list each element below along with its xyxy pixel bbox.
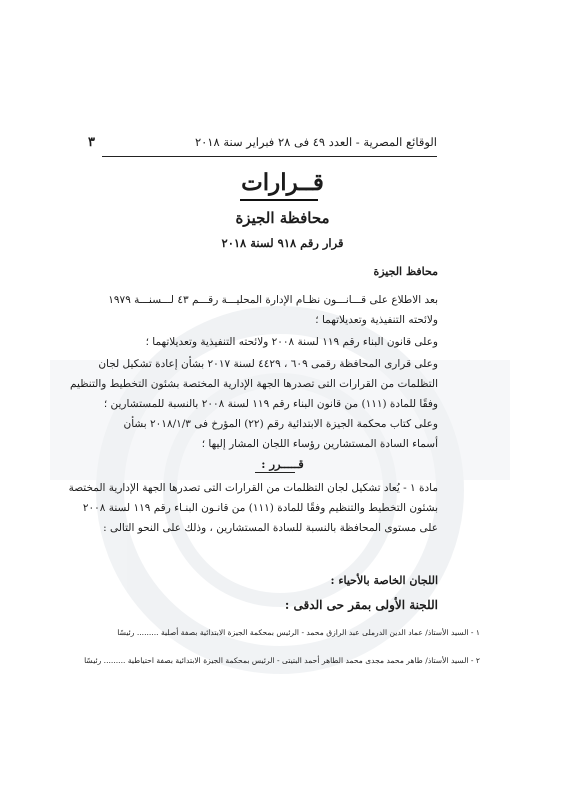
section-title: اللجان الخاصة بالأحياء : [330,574,438,587]
paragraph-line: بعد الاطلاع على قـــانـــون نظـام الإدارة المحليـــة رقـــم ٤٣ لـــسنـــة ١٩٧٩ [108,294,438,306]
resolved-underline [255,472,295,473]
article-1 [68,478,438,538]
paragraph-local-admin-law [106,290,438,330]
page-header [88,135,437,153]
title-underline [240,199,318,201]
paragraph-line: وفقًا للمادة (١١١) من قانون البناء رقم ١١٩ لسنة ٢٠٠٨ بالنسبة للمستشارين ؛ [103,398,438,410]
resolved-heading: قـــــرر : [261,457,304,471]
header-text: الوقائع المصرية - العدد ٤٩ فى ٢٨ فبراير سنة ٢٠١٨ [194,135,437,149]
page-number: ٣ [88,135,95,150]
decision-number: قرار رقم ٩١٨ لسنة ٢٠١٨ [221,236,344,250]
paragraph-counselors-names [106,434,438,454]
paragraph-governorate-decisions [70,354,438,434]
paragraph-line: وعلى كتاب محكمة الجيزة الابتدائية رقم (٢٢) المؤرخ فى ٢٠١٨/١/٣ بشأن [123,418,438,430]
committee-member: ٢ - السيد الأستاذ/ طاهر محمد مجدى محمد الطاهر أحمد البتيتى - الرئيس بمحكمة الجيزة الابتدائية بصفة احتياطية ......... رئيسًا [84,656,480,665]
committee-member: ١ - السيد الأستاذ/ عماد الدين الدرملى عبد الرازق محمد - الرئيس بمحكمة الجيزة الابتدائية بصفة أصلية ......... رئيسًا [117,628,480,637]
paragraph-line: وعلى قرارى المحافظة رقمى ٦٠٩ ، ٤٤٢٩ لسنة ٢٠١٧ بشأن إعادة تشكيل لجان [98,358,438,370]
article-line: مادة ١ - يُعاد تشكيل لجان التظلمات من القرارات التى تصدرها الجهة الإدارية المختصة [68,482,438,494]
governor-label: محافظ الجيزة [373,265,438,278]
paragraph-line: وعلى قانون البناء رقم ١١٩ لسنة ٢٠٠٨ ولائحته التنفيذية وتعديلاتهما ؛ [145,336,438,348]
article-line: على مستوى المحافظة بالنسبة للسادة المستشارين ، وذلك على النحو التالى : [103,522,438,534]
issuer-title: محافظة الجيزة [235,209,330,227]
page-title: قــرارات [241,169,324,196]
paragraph-line: التظلمات من القرارات التى تصدرها الجهة الإدارية المختصة بشئون التخطيط والتنظيم [70,378,438,390]
paragraph-building-law [106,332,438,352]
header-divider [102,156,437,157]
paragraph-line: أسماء السادة المستشارين رؤساء اللجان المشار إليها ؛ [201,438,438,450]
paragraph-line: ولائحته التنفيذية وتعديلاتهما ؛ [315,314,438,326]
article-line: بشئون التخطيط والتنظيم وفقًا للمادة (١١١) من قانـون البنـاء رقم ١١٩ لسنة ٢٠٠٨ [82,502,438,514]
committee-title: اللجنة الأولى بمقر حى الدقى : [284,598,438,612]
